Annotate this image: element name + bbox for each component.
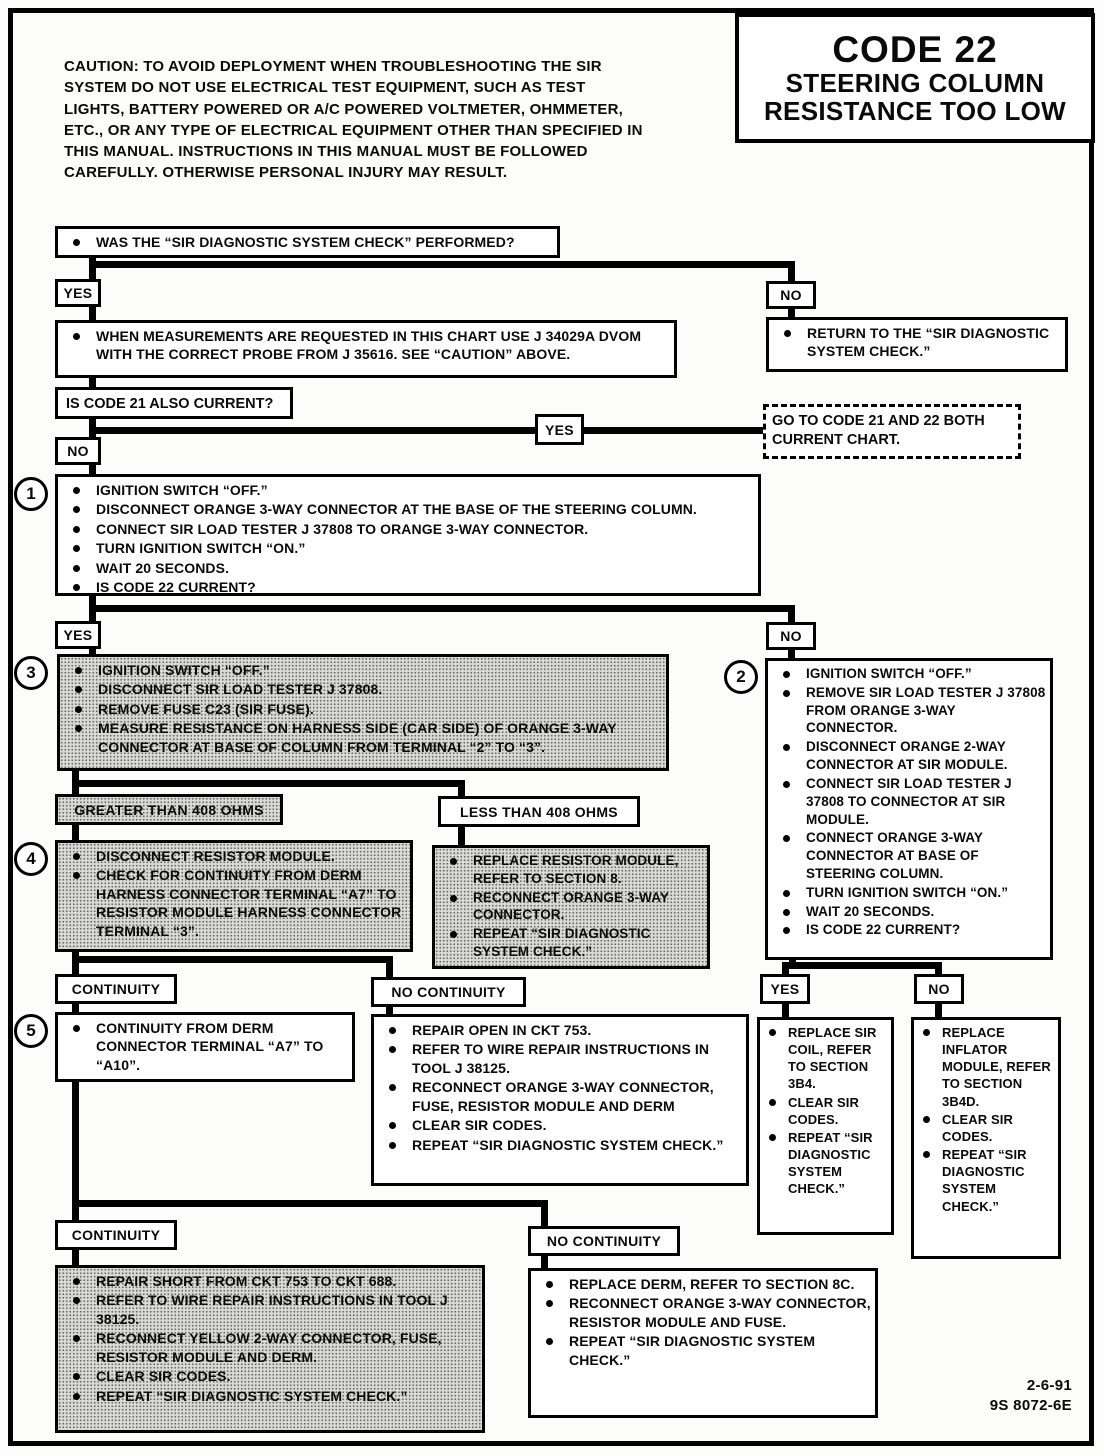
step-item: WAIT 20 SECONDS. [60,559,754,577]
node-items [60,481,754,597]
step-item: IS CODE 22 CURRENT? [770,921,1046,939]
step-item: RECONNECT YELLOW 2-WAY CONNECTOR, FUSE, RESISTOR MODULE AND DERM. [60,1329,478,1366]
step-item: REPAIR SHORT FROM CKT 753 TO CKT 688. [60,1272,478,1290]
node-items [770,665,1046,939]
node-replace-resistor [432,845,710,969]
connector-line [89,261,795,268]
step-item: CLEAR SIR CODES. [376,1116,742,1134]
branch-continuity-2: CONTINUITY [55,1220,177,1250]
step-item: DISCONNECT RESISTOR MODULE. [60,847,406,865]
node-items [60,1019,348,1074]
step-item: REPAIR OPEN IN CKT 753. [376,1021,742,1039]
footer-doc-number: 9S 8072-6E [989,1397,1072,1415]
step-item: DISCONNECT ORANGE 3-WAY CONNECTOR AT THE BASE OF THE STEERING COLUMN. [60,500,754,518]
node-repair-short-753-688 [55,1265,485,1433]
step-item: CHECK FOR CONTINUITY FROM DERM HARNESS CONNECTOR TERMINAL “A7” TO RESISTOR MODULE HARNESS CONNECTOR TERMINAL “3”. [60,866,406,940]
node-step1 [55,474,761,596]
node-items [762,1024,887,1198]
step-item: REPEAT “SIR DIAGNOSTIC SYSTEM CHECK.” [60,1387,478,1405]
node-items [60,327,670,364]
branch-yes-3: YES [55,621,101,649]
node-repair-open-753 [371,1014,749,1186]
caution-text: CAUTION: TO AVOID DEPLOYMENT WHEN TROUBLESHOOTING THE SIR SYSTEM DO NOT USE ELECTRICAL TEST EQUIPMENT, SUCH AS TEST LIGHTS, BATTERY POWERED OR A/C POWERED VOLTMETER, OHMMETER, ETC., OR ANY TYPE OF ELECTRICAL EQUIPMENT OTHER THAN SPECIFIED IN THIS MANUAL. INSTRUCTIONS IN THIS MANUAL MUST BE FOLLOWED CAREFULLY. OTHERWISE PERSONAL INJURY MAY RESULT. [64,58,643,182]
step-item: RECONNECT ORANGE 3-WAY CONNECTOR, FUSE, RESISTOR MODULE AND DERM [376,1078,742,1115]
step-item: WAS THE “SIR DIAGNOSTIC SYSTEM CHECK” PERFORMED? [60,233,553,251]
step-item: REPLACE DERM, REFER TO SECTION 8C. [533,1275,871,1293]
step-item: IGNITION SWITCH “OFF.” [770,665,1046,683]
step-item: REPLACE RESISTOR MODULE, REFER TO SECTION 8. [437,852,703,888]
step-number-5: 5 [14,1014,48,1048]
step-item: DISCONNECT SIR LOAD TESTER J 37808. [62,680,662,698]
branch-yes-4: YES [760,974,810,1004]
title-box [735,13,1095,143]
branch-no-1: NO [766,281,816,309]
footer [990,1376,1072,1417]
branch-no-3: NO [766,622,816,650]
page-title-code: CODE 22 [832,28,998,70]
node-items [376,1021,742,1154]
node-items [60,233,553,251]
step-item: IS CODE 22 CURRENT? [60,578,754,596]
node-step2 [765,658,1053,960]
step-number-2: 2 [724,660,758,694]
step-item: TURN IGNITION SWITCH “ON.” [770,884,1046,902]
node-items [437,852,703,961]
step-item: REPEAT “SIR DIAGNOSTIC SYSTEM CHECK.” [376,1136,742,1154]
node-step5 [55,1012,355,1082]
step-item: REPEAT “SIR DIAGNOSTIC SYSTEM CHECK.” [437,925,703,961]
connector-line [89,427,763,434]
step-item: REMOVE SIR LOAD TESTER J 37808 FROM ORANGE 3-WAY CONNECTOR. [770,684,1046,737]
node-items [62,661,662,756]
step-item: REFER TO WIRE REPAIR INSTRUCTIONS IN TOOL J 38125. [376,1040,742,1077]
step-item: CLEAR SIR CODES. [916,1111,1054,1145]
node-items [60,847,406,940]
step-item: REFER TO WIRE REPAIR INSTRUCTIONS IN TOOL J 38125. [60,1291,478,1328]
node-items [771,324,1061,361]
branch-yes-1: YES [55,279,101,307]
node-step4 [55,840,413,952]
step-item: WHEN MEASUREMENTS ARE REQUESTED IN THIS CHART USE J 34029A DVOM WITH THE CORRECT PROBE FROM J 35616. SEE “CAUTION” ABOVE. [60,327,670,364]
step-number-3: 3 [14,656,48,690]
branch-no-2: NO [55,437,101,465]
page-title-line2: RESISTANCE TOO LOW [763,96,1066,127]
footer-date: 2-6-91 [1026,1377,1072,1394]
step-item: TURN IGNITION SWITCH “ON.” [60,539,754,557]
node-question-sir-check [55,226,560,258]
node-goto-both-chart: GO TO CODE 21 AND 22 BOTH CURRENT CHART. [763,404,1021,459]
node-replace-derm [528,1268,878,1418]
connector-line [72,780,465,787]
step-item: CONTINUITY FROM DERM CONNECTOR TERMINAL “A7” TO “A10”. [60,1019,348,1074]
branch-no-continuity-1: NO CONTINUITY [371,977,526,1007]
node-dvom-note [55,320,677,378]
branch-no-continuity-2: NO CONTINUITY [528,1226,680,1256]
connector-line [72,956,393,963]
step-item: REPEAT “SIR DIAGNOSTIC SYSTEM CHECK.” [916,1146,1054,1215]
page-title-line1: STEERING COLUMN [785,68,1045,99]
step-item: IGNITION SWITCH “OFF.” [62,661,662,679]
step-item: REPLACE SIR COIL, REFER TO SECTION 3B4. [762,1024,887,1093]
node-replace-inflator [911,1017,1061,1259]
connector-line [72,1200,548,1207]
connector-line [782,962,942,969]
step-item: CONNECT ORANGE 3-WAY CONNECTOR AT BASE OF STEERING COLUMN. [770,829,1046,882]
step-item: CONNECT SIR LOAD TESTER J 37808 TO CONNECTOR AT SIR MODULE. [770,775,1046,828]
step-item: REPLACE INFLATOR MODULE, REFER TO SECTION 3B4D. [916,1024,1054,1110]
node-return-to-check [766,317,1068,372]
step-item: RECONNECT ORANGE 3-WAY CONNECTOR. [437,889,703,925]
node-step3 [57,654,669,771]
node-code21-question: IS CODE 21 ALSO CURRENT? [55,387,293,419]
step-item: REMOVE FUSE C23 (SIR FUSE). [62,700,662,718]
step-item: CLEAR SIR CODES. [60,1367,478,1385]
connector-line [89,605,795,612]
step-item: CONNECT SIR LOAD TESTER J 37808 TO ORANGE 3-WAY CONNECTOR. [60,520,754,538]
node-items [60,1272,478,1405]
branch-greater-408: GREATER THAN 408 OHMS [55,794,283,825]
branch-no-4: NO [914,974,964,1004]
branch-continuity-1: CONTINUITY [55,974,177,1004]
step-item: RETURN TO THE “SIR DIAGNOSTIC SYSTEM CHECK.” [771,324,1061,361]
node-items [916,1024,1054,1215]
connector-line [72,1078,79,1224]
step-item: REPEAT “SIR DIAGNOSTIC SYSTEM CHECK.” [533,1332,871,1369]
step-item: WAIT 20 SECONDS. [770,903,1046,921]
step-item: MEASURE RESISTANCE ON HARNESS SIDE (CAR SIDE) OF ORANGE 3-WAY CONNECTOR AT BASE OF COLUMN FROM TERMINAL “2” TO “3”. [62,719,662,756]
step-number-1: 1 [14,477,48,511]
step-item: IGNITION SWITCH “OFF.” [60,481,754,499]
node-items [533,1275,871,1369]
node-replace-sir-coil [757,1017,894,1235]
branch-yes-2: YES [535,414,584,445]
step-item: REPEAT “SIR DIAGNOSTIC SYSTEM CHECK.” [762,1129,887,1198]
step-item: DISCONNECT ORANGE 2-WAY CONNECTOR AT SIR MODULE. [770,738,1046,774]
step-item: RECONNECT ORANGE 3-WAY CONNECTOR, RESISTOR MODULE AND FUSE. [533,1294,871,1331]
step-item: CLEAR SIR CODES. [762,1094,887,1128]
branch-less-408: LESS THAN 408 OHMS [438,796,640,827]
step-number-4: 4 [14,842,48,876]
